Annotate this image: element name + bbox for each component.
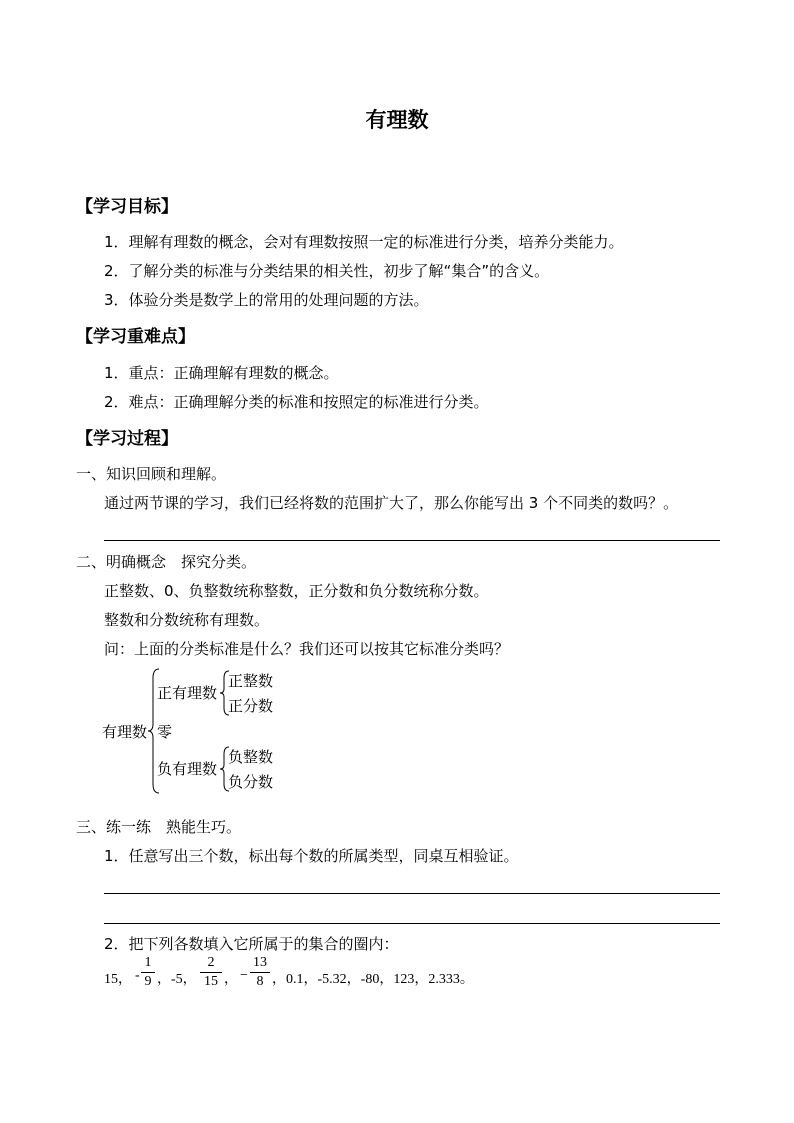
fraction — [141, 955, 155, 990]
tree-positive-child: 正分数 — [228, 697, 274, 715]
key-point-item: 2．难点：正确理解分类的标准和按照定的标准进行分类。 — [104, 393, 489, 411]
number-item: ，-5， — [157, 972, 197, 987]
number-item: ， — [224, 972, 238, 987]
goal-item: 2．了解分类的标准与分类结果的相关性，初步了解“集合”的含义。 — [104, 262, 550, 280]
answer-line — [104, 923, 720, 924]
fraction-numerator: 1 — [144, 955, 152, 970]
tree-zero: 零 — [157, 723, 173, 741]
fraction-bar — [200, 972, 222, 973]
fraction-denominator: 9 — [144, 974, 152, 989]
page-title: 有理数 — [365, 108, 429, 132]
key-point-item: 1．重点：正确理解有理数的概念。 — [104, 364, 339, 382]
fraction-numerator: 13 — [253, 955, 267, 970]
answer-line — [104, 893, 720, 894]
fraction-sign: - — [135, 968, 140, 983]
fraction-sign: − — [240, 968, 248, 983]
answer-line — [104, 540, 720, 541]
number-item: 15， — [104, 972, 132, 987]
fraction — [200, 955, 222, 990]
part2-line: 整数和分数统称有理数。 — [104, 611, 270, 629]
part2-line: 正整数、0、负整数统称整数，正分数和负分数统称分数。 — [104, 582, 489, 600]
part2-question: 问：上面的分类标准是什么？我们还可以按其它标准分类吗？ — [104, 640, 510, 658]
fraction-bar — [250, 972, 270, 973]
goal-item: 3．体验分类是数学上的常用的处理问题的方法。 — [104, 291, 429, 309]
number-item: ，0.1，-5.32，-80，123，2.333。 — [272, 972, 474, 987]
part1-title: 一、知识回顾和理解。 — [76, 465, 227, 483]
fraction-denominator: 8 — [256, 974, 264, 989]
tree-root: 有理数 — [102, 723, 148, 741]
tree-positive-child: 正整数 — [228, 672, 274, 690]
process-heading: 【学习过程】 — [76, 429, 178, 449]
goal-item: 1．理解有理数的概念，会对有理数按照一定的标准进行分类，培养分类能力。 — [104, 233, 624, 251]
part3-question-2: 2．把下列各数填入它所属于的集合的圈内： — [104, 935, 399, 953]
tree-positive: 正有理数 — [157, 684, 218, 702]
part1-text: 通过两节课的学习，我们已经将数的范围扩大了，那么你能写出 3 个不同类的数吗？。 — [104, 494, 679, 512]
tree-negative-child: 负分数 — [228, 773, 274, 791]
part3-title: 三、练一练 熟能生巧。 — [76, 818, 242, 836]
key-points-heading: 【学习重难点】 — [76, 327, 195, 347]
tree-negative: 负有理数 — [157, 760, 218, 778]
part2-title: 二、明确概念 探究分类。 — [76, 553, 257, 571]
fraction-numerator: 2 — [207, 955, 215, 970]
fraction-denominator: 15 — [204, 974, 218, 989]
part3-question-1: 1．任意写出三个数，标出每个数的所属类型，同桌互相验证。 — [104, 847, 519, 865]
goals-heading: 【学习目标】 — [76, 197, 178, 217]
tree-negative-child: 负整数 — [228, 748, 274, 766]
fraction-bar — [141, 972, 155, 973]
fraction — [250, 955, 270, 990]
